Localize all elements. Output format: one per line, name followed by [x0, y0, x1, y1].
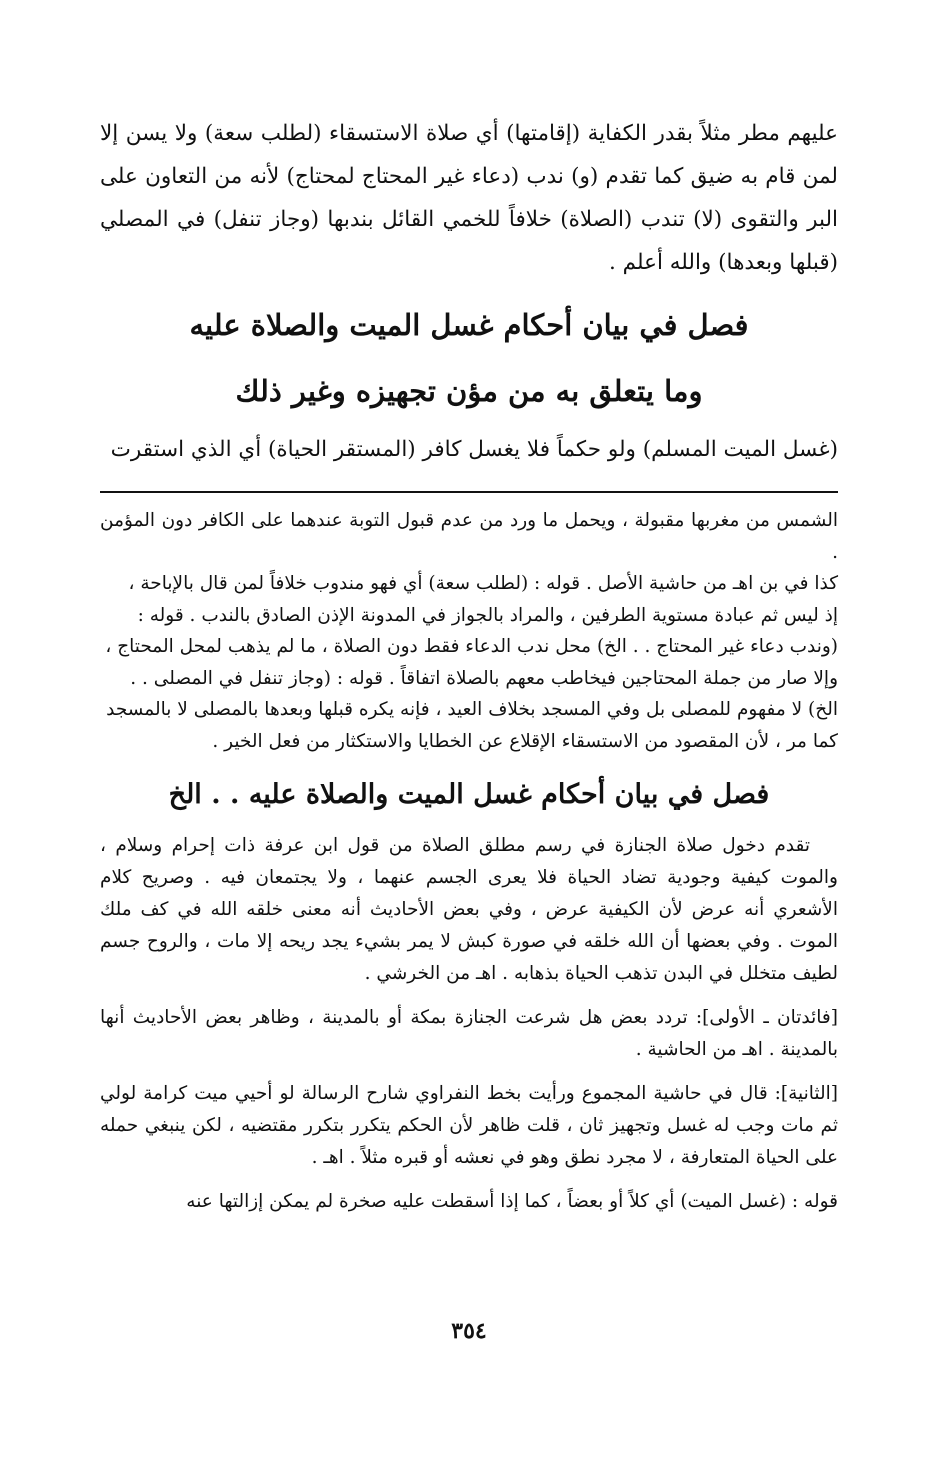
- chapter-opening-text: [100, 428, 838, 471]
- footnote-line: كما مر ، لأن المقصود من الاستسقاء الإقلاع عن الخطايا والاستكثار من فعل الخير .: [212, 730, 838, 752]
- chapter-opening-line: (غسل الميت المسلم) ولو حكماً فلا يغسل كافر (المستقر الحياة) أي الذي استقرت: [110, 437, 838, 462]
- footnotes: [100, 505, 838, 757]
- commentary-intro: تقدم دخول صلاة الجنازة في رسم مطلق الصلاة من قول ابن عرفة ذات إحرام وسلام ، والموت كيفية وجودية تضاد الحياة فلا يعرى الجسم عنهما ، ولا يجتمعان فيه . وصريح كلام الأشعري أنه عرض لأن الكيفية عرض ، وفي بعض الأحاديث أنه معنى خلقه الله في كف ملك الموت . وفي بعضها أن الله خلقه في صورة كبش لا يمر بشيء يجد ريحه إلا مات ، والروح جسم لطيف متخلل في البدن تذهب الحياة بذهابه . اهـ من الخرشي .: [100, 835, 838, 984]
- commentary-note-1: [فائدتان ـ الأولى]: تردد بعض هل شرعت الجنازة بمكة أو بالمدينة ، وظاهر بعض الأحاديث أنها بالمدينة . اهـ من الحاشية .: [100, 1007, 838, 1060]
- footnote-line: إذ ليس ثم عبادة مستوية الطرفين ، والمراد بالجواز في المدونة الإذن الصادق بالندب . قوله :: [137, 604, 838, 626]
- commentary: [100, 830, 838, 1218]
- footnote-line: كذا في بن اهـ من حاشية الأصل . قوله : (لطلب سعة) أي فهو مندوب خلافاً لمن قال بالإباحة ،: [128, 573, 838, 594]
- commentary-note-3: قوله : (غسل الميت) أي كلاً أو بعضاً ، كما إذا أسقطت عليه صخرة لم يمكن إزالتها عنه: [186, 1191, 838, 1212]
- commentary-note-2: [الثانية]: قال في حاشية المجموع ورأيت بخط النفراوي شارح الرسالة لو أحيي ميت كرامة لولي ثم مات وجب له غسل وتجهيز ثان ، قلت ظاهر لأن الحكم يتكرر بتكرر مقتضيه ، لكن ينبغي حمله على الحياة المتعارفة ، لا مجرد نطق وهو في نعشه أو قبره مثلاً . اهـ .: [100, 1083, 838, 1168]
- chapter-title-line-2: وما يتعلق به من مؤن تجهيزه وغير ذلك: [235, 374, 703, 408]
- page-number: ٣٥٤: [451, 1318, 487, 1344]
- footnote-line: الشمس من مغربها مقبولة ، ويحمل ما ورد من عدم قبول التوبة عندهما على الكافر دون المؤمن .: [100, 510, 838, 563]
- footnote-line: الخ) لا مفهوم للمصلى بل وفي المسجد بخلاف العيد ، فإنه يكره قبلها وبعدها بالمصلى لا بالمسجد: [106, 699, 838, 720]
- commentary-title: فصل في بيان أحكام غسل الميت والصلاة عليه . . الخ: [168, 779, 770, 810]
- main-paragraph: عليهم مطر مثلاً بقدر الكفاية (إقامتها) أي صلاة الاستسقاء (لطلب سعة) ولا يسن إلا لمن قام به ضيق كما تقدم (و) ندب (دعاء غير المحتاج لمحتاج) لأنه من التعاون على البر والتقوى (لا) تندب (الصلاة) خلافاً للخمي القائل بندبها (وجاز تنفل) في المصلي (قبلها وبعدها) والله أعلم .: [100, 121, 838, 275]
- footnote-line: (وندب دعاء غير المحتاج . . الخ) محل ندب الدعاء فقط دون الصلاة ، ما لم يذهب لمحل المحتاج ،: [105, 636, 838, 657]
- footnote-line: وإلا صار من جملة المحتاجين فيخاطب معهم بالصلاة اتفاقاً . قوله : (وجاز تنفل في المصلى . .: [130, 667, 838, 689]
- footnote-divider: [100, 491, 838, 493]
- chapter-title-line-1: فصل في بيان أحكام غسل الميت والصلاة عليه: [189, 308, 749, 342]
- main-text: [100, 112, 838, 284]
- chapter-title: [100, 292, 838, 424]
